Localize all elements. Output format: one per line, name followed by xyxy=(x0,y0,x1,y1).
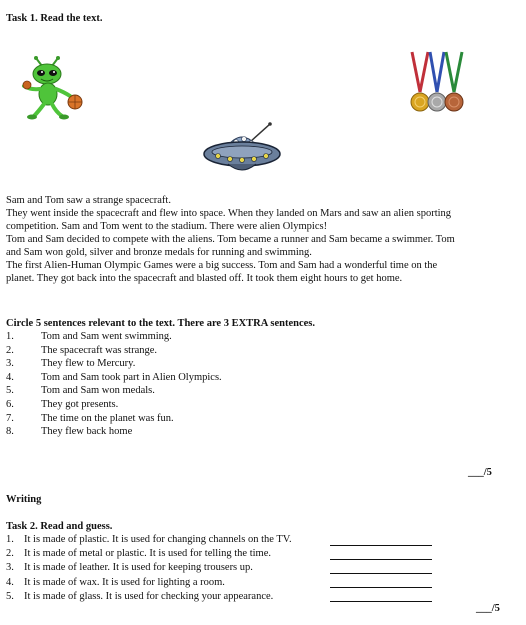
item-text: Tom and Sam won medals. xyxy=(41,385,155,397)
list-item xyxy=(6,561,336,575)
item-number: 2. xyxy=(6,344,14,356)
story-text xyxy=(6,194,526,285)
item-number: 6. xyxy=(6,398,14,410)
alien-illustration xyxy=(18,56,86,122)
task1-heading: Task 1. Read the text. xyxy=(6,13,103,24)
task2-heading: Task 2. Read and guess. xyxy=(6,521,113,532)
list-item xyxy=(6,576,336,590)
story-line: Sam and Tom saw a strange spacecraft. xyxy=(6,195,171,206)
item-text: The spacecraft was strange. xyxy=(41,344,158,356)
answer-blank[interactable] xyxy=(330,559,432,560)
story-line: The first Alien-Human Olympic Games were a big success. Tom and Sam had a wonderful time on the xyxy=(6,260,438,271)
list-item[interactable] xyxy=(6,344,306,358)
item-text: They flew back home xyxy=(41,426,133,438)
medals-illustration xyxy=(408,52,466,122)
item-text: Tom and Sam went swimming. xyxy=(41,331,172,342)
item-text: They flew to Mercury. xyxy=(41,358,136,370)
list-item[interactable] xyxy=(6,384,306,398)
ufo-illustration xyxy=(200,122,284,184)
list-item[interactable] xyxy=(6,330,306,344)
item-text: The time on the planet was fun. xyxy=(41,412,174,424)
list-item xyxy=(6,533,336,547)
item-number: 5. xyxy=(6,590,14,602)
list-item[interactable] xyxy=(6,371,306,385)
item-text: They got presents. xyxy=(41,398,119,410)
item-text: It is made of wax. It is used for lighting a room. xyxy=(24,576,225,588)
item-number: 3. xyxy=(6,562,14,574)
writing-heading: Writing xyxy=(6,494,42,505)
item-text: It is made of metal or plastic. It is used for telling the time. xyxy=(24,548,271,560)
task2-score: ___/5 xyxy=(476,603,500,614)
answer-blank[interactable] xyxy=(330,573,432,574)
item-text: Tom and Sam took part in Alien Olympics. xyxy=(41,371,222,383)
item-number: 4. xyxy=(6,371,14,383)
item-number: 3. xyxy=(6,358,14,370)
task1-score: ___/5 xyxy=(468,467,492,478)
item-number: 1. xyxy=(6,331,14,342)
list-item[interactable] xyxy=(6,398,306,412)
answer-blank[interactable] xyxy=(330,601,432,602)
circle-list xyxy=(6,330,306,439)
story-line: planet. They got back into the spacecraft and blasted off. It took them eight hours to get home. xyxy=(6,273,403,284)
item-text: It is made of plastic. It is used for changing channels on the TV. xyxy=(24,534,292,545)
circle-heading: Circle 5 sentences relevant to the text. There are 3 EXTRA sentences. xyxy=(6,318,316,329)
story-line: competition. Sam and Tom went to the stadium. There were alien Olympics! xyxy=(6,221,328,232)
item-number: 7. xyxy=(6,412,14,424)
list-item[interactable] xyxy=(6,412,306,426)
item-number: 5. xyxy=(6,385,14,397)
list-item[interactable] xyxy=(6,425,306,439)
guess-list xyxy=(6,533,336,604)
answer-blank[interactable] xyxy=(330,545,432,546)
item-number: 2. xyxy=(6,548,14,560)
story-line: They went inside the spacecraft and flew into space. When they landed on Mars and saw an alien sporting xyxy=(6,208,452,219)
story-line: Tom and Sam decided to compete with the aliens. Tom became a runner and Sam became a swimmer. Tom xyxy=(6,234,455,245)
list-item xyxy=(6,590,336,604)
list-item[interactable] xyxy=(6,357,306,371)
list-item xyxy=(6,547,336,561)
answer-blank[interactable] xyxy=(330,587,432,588)
item-text: It is made of leather. It is used for keeping trousers up. xyxy=(24,562,253,574)
item-number: 8. xyxy=(6,426,14,438)
item-text: It is made of glass. It is used for checking your appearance. xyxy=(24,590,274,602)
item-number: 1. xyxy=(6,534,14,545)
item-number: 4. xyxy=(6,576,14,588)
story-line: and Sam won gold, silver and bronze medals for running and swimming. xyxy=(6,247,312,258)
